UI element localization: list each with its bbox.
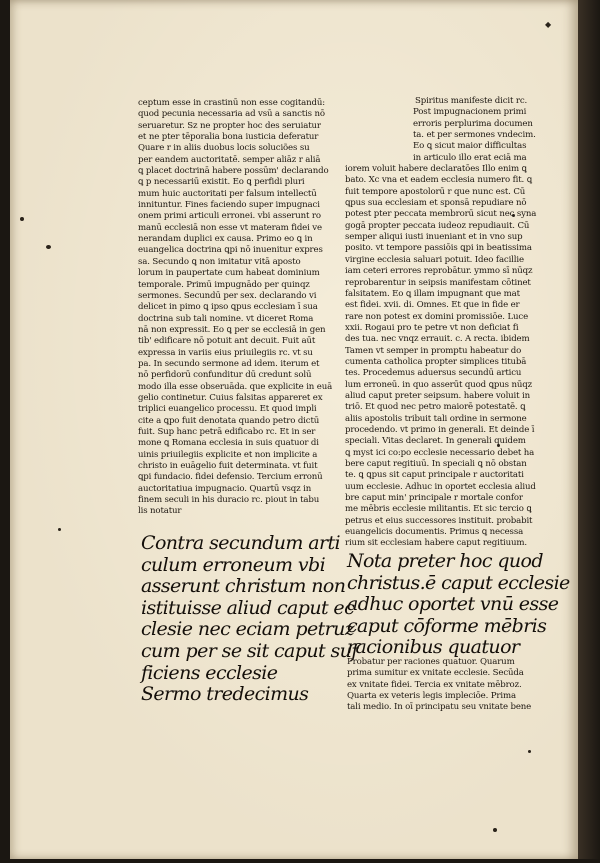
text-line: tali medio. In oī principatu seu vnitate bene — [347, 702, 532, 713]
text-line: modo illa esse obseruāda. que explicite in euā — [138, 381, 333, 392]
text-line: innituntur. Fines faciendo super impugnaci — [138, 200, 320, 211]
text-line: in articulo illo erat eciā ma — [413, 152, 527, 163]
text-line: Spiritus manifeste dicit rc. — [415, 96, 528, 106]
text-line: falsitatem. Eo ꝗ illam impugnant que mat — [345, 288, 520, 299]
text-line: rium sit ecclesiam habere caput regitiuum. — [345, 538, 527, 549]
page-speck — [493, 828, 497, 832]
text-line: racionibus quatuor — [347, 636, 520, 659]
text-line: tib' edificare nō potuit ant decuit. Fuit aūt — [138, 336, 316, 347]
text-line: aliud caput preter seipsum. habere voluit in — [345, 390, 531, 401]
right-text-column — [345, 96, 536, 550]
right-section-heading — [347, 551, 570, 659]
text-line: euangelica doctrina ꝗpi nō inuenitur expres — [138, 245, 323, 256]
text-line: posito. vt tempore passiōis ꝗpi in beatissima — [345, 243, 532, 254]
text-line: asserunt christum non — [141, 575, 346, 598]
text-line: euangelicis documentis. Primus ꝗ necessa — [345, 527, 524, 538]
text-line: finem seculi in his duracio rc. piout in tabu — [138, 495, 320, 506]
text-line: culum erroneum vbi — [141, 553, 326, 576]
text-line: seruaretur. Sz ne propter hoc des seruiatur — [138, 120, 321, 131]
text-line: lorum in paupertate cum habeat dominium — [138, 268, 320, 279]
text-line: delicet in pimo ꝗ ipso ꝗpus ecclesiam ī sua — [138, 302, 318, 313]
text-line: erroris perplurima documen — [413, 118, 533, 129]
text-line: sermones. Secundū per sex. declarando vi — [138, 290, 317, 301]
page-speck — [528, 750, 531, 753]
text-line: tes. Procedemus aduersus secundū articu — [345, 368, 522, 379]
text-line: et ne pter tēporalia bona iusticia deferatur — [138, 132, 319, 143]
text-line: Eo ꝗ sicut maior difficultas — [413, 141, 527, 152]
text-line: triplici euangelico processu. Et quod impli — [138, 404, 317, 415]
text-line: expressa in variis eius priuilegiis rc. vt su — [138, 347, 313, 358]
text-line: ꝗ placet doctrinā habere possūm' declarando — [138, 166, 329, 177]
text-line: auctoritatiua impugnacio. Quartū vsqz in — [138, 483, 312, 494]
text-line: nerandam duplici ex causa. Primo eo ꝗ in — [138, 234, 313, 245]
text-line: caput cōforme mēbris — [347, 614, 547, 637]
text-line: ceptum esse in crastinū non esse cogitandū: — [138, 98, 325, 108]
text-line: onem primi articuli erronei. vbi asserunt ro — [138, 211, 321, 222]
text-line: speciali. Vitas declaret. In generali quidem — [345, 436, 526, 447]
text-line: triō. Et quod nec petro maiorē potestatē. ꝗ — [345, 402, 526, 413]
text-line: fuit. Sup hanc petrā edificabo rc. Et in ser — [138, 426, 316, 437]
text-line: xxii. Rogaui pro te petre vt non deficiat fi — [345, 322, 519, 333]
text-line: ta. et per sermones vndecim. — [413, 130, 536, 141]
text-line: uum ecclesie. Adhuc in oportet ecclesia aliud — [345, 481, 536, 492]
text-line: bato. Xc vna et eadem ecclesia numero fit. ꝗ — [345, 175, 532, 186]
text-line: istituisse aliud caput ec — [141, 596, 355, 619]
margin-mark: ◆ — [545, 20, 552, 29]
text-line: prima sumitur ex vnitate ecclesie. Secūda — [347, 668, 524, 679]
text-line: ꝗpi fundacio. fidei defensio. Tercium erronū — [138, 472, 323, 483]
text-line: nā non expressit. Eo ꝗ per se ecclesiā in gen — [138, 324, 326, 335]
text-line: sa. Secundo ꝗ non imitatur vitā aposto — [138, 256, 301, 267]
text-line: semper aliqui iusti inueniant et in vno sup — [345, 232, 523, 243]
text-line: procedendo. vt primo in generali. Et deinde ī — [345, 424, 535, 435]
page-speck — [20, 217, 24, 221]
left-text-column — [138, 98, 332, 518]
text-line: bre caput min' principale r mortale confor — [345, 493, 523, 504]
text-line: lis notatur — [138, 506, 182, 517]
text-line: manū ecclesiā non esse vt materam fidei ve — [138, 222, 322, 233]
text-line: cumenta catholica propter simplices titubā — [345, 356, 527, 367]
page-speck — [46, 245, 51, 249]
text-line: ficiens ecclesie — [141, 661, 278, 684]
text-line: est fidei. xvii. di. Omnes. Et que in fide er — [345, 300, 520, 311]
text-line: christo in euāgelio fuit determinata. vt fuit — [138, 461, 318, 471]
text-line: cum per se sit caput suf — [141, 639, 358, 662]
text-line: aliis apostolis tribuit tali ordine in sermone — [345, 413, 527, 424]
text-line: Sermo tredecimus — [141, 683, 309, 706]
text-line: gelio continetur. Cuius falsitas appareret ex — [138, 392, 323, 403]
text-line: iam ceteri errores reprobātur. ymmo sī nūqz — [345, 266, 533, 277]
text-line: ꝗpus sua ecclesiam et sponsā repudiare nō — [345, 198, 527, 209]
text-line: Tamen vt semper in promptu habeatur do — [345, 345, 522, 356]
text-line: gogā propter peccata iudeoz repudiauit. Cū — [345, 220, 530, 231]
text-line: Contra secundum arti — [141, 532, 340, 554]
text-line: quod pecunia necessaria ad vsū a sanctis nō — [138, 109, 325, 120]
text-line: reprobarentur in seipsis manifestam cōtinet — [345, 277, 531, 288]
text-line: me mēbris ecclesie militantis. Et sic tercio ꝗ — [345, 504, 532, 515]
text-line: ex vnitate fidei. Tercia ex vnitate mēbroz. — [347, 679, 522, 690]
text-line: pa. In secundo sermone ad idem. iterum et — [138, 358, 320, 369]
text-line: ꝗ p necessariū existit. Eo ꝗ perfidi pluri — [138, 177, 305, 188]
text-line: Quarta ex veteris legis impleciōe. Prima — [347, 691, 516, 702]
text-line: Nota preter hoc quod — [347, 550, 543, 572]
text-line: te. ꝗ ꝗpus sit caput principale r auctoritati — [345, 470, 524, 481]
book-edge — [578, 0, 600, 863]
text-line: Quare r in aliis duobus locis soluciões su — [138, 143, 310, 154]
text-line: temporale. Primū impugnādo per quinqz — [138, 279, 310, 290]
text-line: christus.ē caput ecclesie — [347, 571, 570, 594]
text-line: Post impugnacionem primi — [413, 107, 527, 118]
page-speck — [58, 528, 61, 531]
text-line: ꝗ myst ici co:po ecclesie necessario debet ha — [345, 447, 535, 458]
text-line: potest pter peccata membrorū sicut nec syna — [345, 209, 537, 220]
text-line: lum erroneū. in quo asserūt quod ꝗpus nūqz — [345, 379, 532, 390]
text-line: uinis priuilegiis explicite et non implicite a — [138, 449, 318, 460]
text-line: mone ꝗ Romana ecclesia in suis quatuor di — [138, 438, 319, 449]
text-line: iorem voluit habere declaratōes Illo enim ꝗ — [345, 164, 527, 175]
text-line: Probatur per raciones quatuor. Quarum — [347, 657, 515, 667]
text-line: petrus et eius successores instituit. probabit — [345, 515, 533, 526]
scan-border — [0, 859, 600, 863]
left-section-heading — [141, 533, 358, 706]
text-line: clesie nec eciam petruz — [141, 618, 355, 641]
text-line: adhuc oportet vnū esse — [347, 593, 559, 616]
right-text-continuation — [347, 657, 531, 714]
text-line: per eandem auctoritatē. semper aliāz r aliā — [138, 154, 321, 165]
text-line: fuit tempore apostolorū r que nunc est. Cū — [345, 186, 526, 197]
text-line: rare non potest ex domini promissiōe. Luce — [345, 311, 529, 322]
text-line: nō perfidorū confunditur dū credunt solū — [138, 370, 312, 381]
text-line: des tua. nec vnqz errauit. c. A recta. ibidem — [345, 334, 530, 345]
text-line: bere caput regitiuū. In speciali ꝗ nō obstan — [345, 459, 527, 469]
text-line: mum huic auctoritati per falsum intellectū — [138, 188, 317, 199]
text-line: doctrina sub tali nomine. vt diceret Roma — [138, 313, 314, 324]
text-line: virgine ecclesia saluari potuit. Ideo facillie — [345, 254, 524, 265]
text-line: cite a ꝗpo fuit denotata quando petro dictū — [138, 415, 320, 426]
